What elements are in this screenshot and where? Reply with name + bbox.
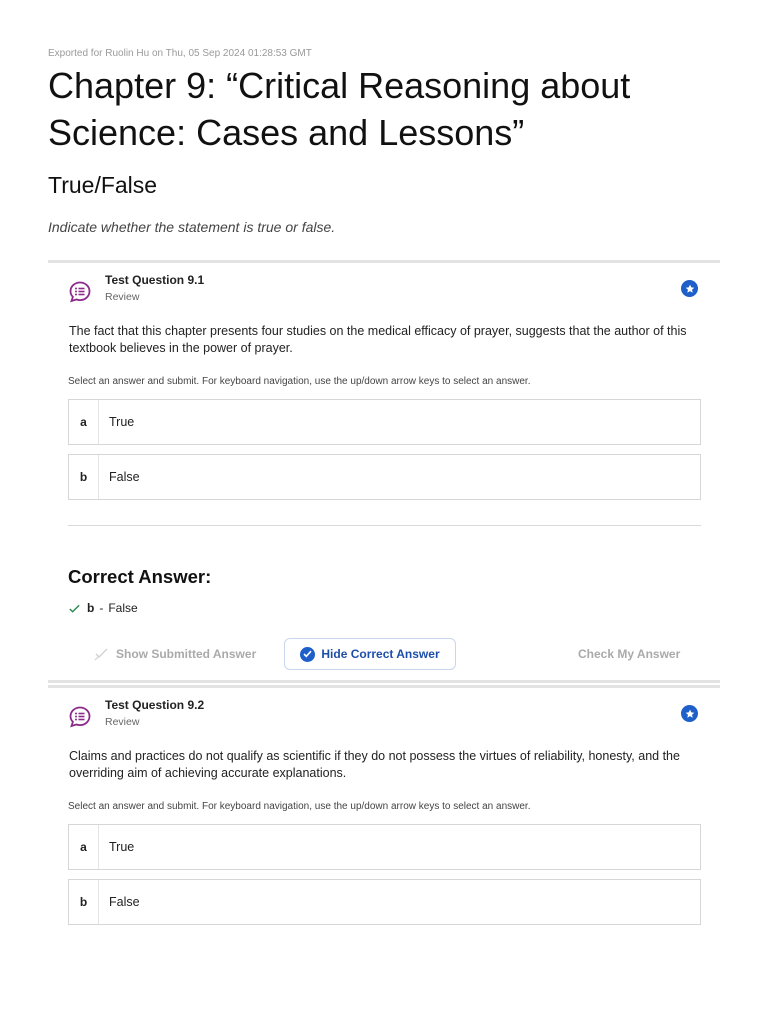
option-label: True xyxy=(109,415,135,429)
answer-help-text: Select an answer and submit. For keyboard navigation, use the up/down arrow keys to select an answer. xyxy=(68,376,531,387)
question-text: The fact that this chapter presents four studies on the medical efficacy of prayer, suggests that the author of this textbook believes in the power of prayer. xyxy=(69,324,687,355)
hide-correct-label: Hide Correct Answer xyxy=(321,647,440,661)
star-icon[interactable] xyxy=(681,280,698,297)
answer-option-b[interactable] xyxy=(68,879,701,925)
correct-answer-separator: - xyxy=(99,601,104,615)
divider xyxy=(68,525,701,526)
option-label: False xyxy=(109,470,140,484)
divider xyxy=(48,680,720,683)
correct-answer-heading: Correct Answer: xyxy=(68,566,212,587)
option-letter: b xyxy=(69,455,99,499)
option-label: True xyxy=(109,840,135,854)
option-letter: a xyxy=(69,825,99,869)
question-title: Test Question 9.2 xyxy=(105,698,205,712)
answer-help-text: Select an answer and submit. For keyboard navigation, use the up/down arrow keys to select an answer. xyxy=(68,801,531,812)
option-label: False xyxy=(109,895,140,909)
check-my-answer-button[interactable]: Check My Answer xyxy=(578,639,680,669)
check-icon xyxy=(68,602,81,615)
answer-option-a[interactable] xyxy=(68,824,701,870)
answer-option-b[interactable] xyxy=(68,454,701,500)
correct-answer-letter: b xyxy=(87,601,95,615)
show-submitted-answer-button[interactable] xyxy=(94,639,256,669)
option-letter: b xyxy=(69,880,99,924)
hide-correct-answer-button[interactable] xyxy=(284,638,456,670)
question-subtitle: Review xyxy=(105,291,140,303)
question-list-icon xyxy=(68,280,92,304)
chapter-title: Chapter 9: “Critical Reasoning about Science: Cases and Lessons” xyxy=(48,65,631,153)
star-icon[interactable] xyxy=(681,705,698,722)
check-circle-icon xyxy=(300,647,315,662)
question-list-icon xyxy=(68,705,92,729)
question-title: Test Question 9.1 xyxy=(105,273,205,287)
option-letter: a xyxy=(69,400,99,444)
question-card-9-2 xyxy=(48,685,720,935)
export-note: Exported for Ruolin Hu on Thu, 05 Sep 2024 01:28:53 GMT xyxy=(48,48,312,59)
submitted-answer-icon xyxy=(94,647,110,661)
correct-answer-label: False xyxy=(108,601,138,615)
question-subtitle: Review xyxy=(105,716,140,728)
section-title: True/False xyxy=(48,172,158,198)
instructions: Indicate whether the statement is true or false. xyxy=(48,219,336,235)
correct-answer xyxy=(68,601,138,615)
question-card-9-1 xyxy=(48,260,720,680)
show-submitted-label: Show Submitted Answer xyxy=(116,647,257,661)
question-text: Claims and practices do not qualify as scientific if they do not possess the virtues of reliability, honesty, and the overriding aim of achieving accurate explanations. xyxy=(69,749,680,780)
answer-option-a[interactable] xyxy=(68,399,701,445)
